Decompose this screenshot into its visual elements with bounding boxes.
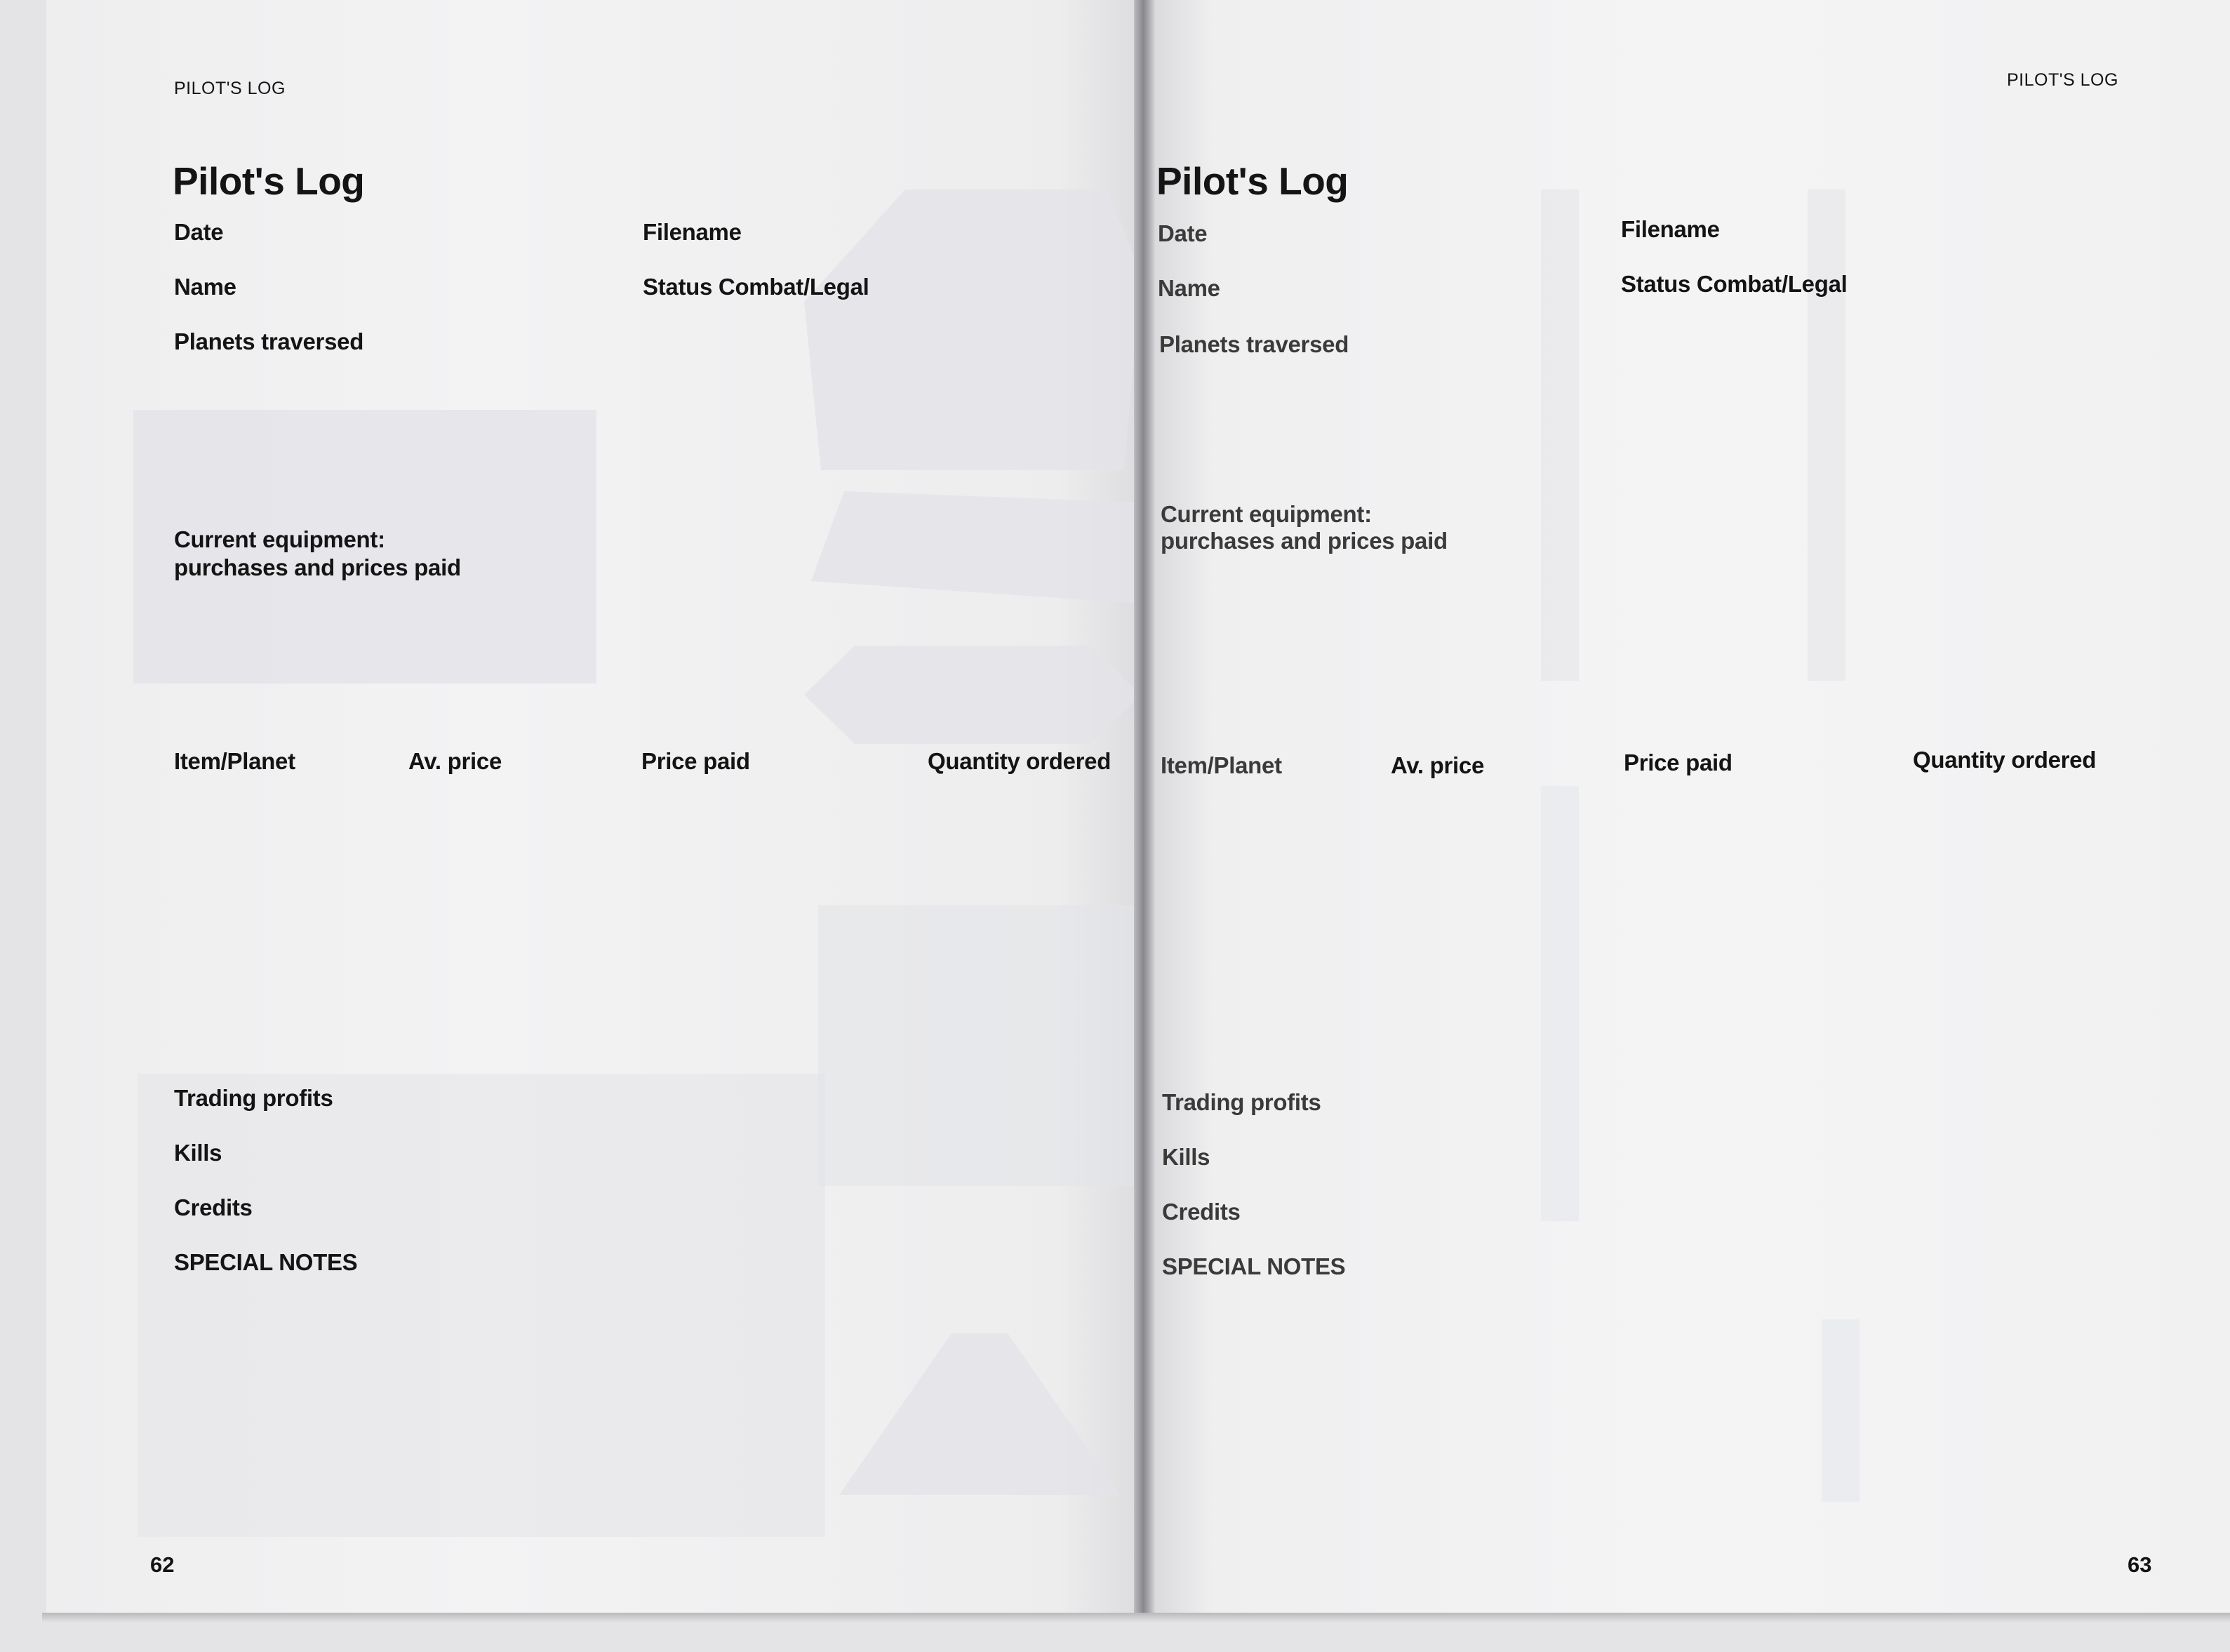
- kills-label: Kills: [174, 1140, 222, 1166]
- planets-label: Planets traversed: [174, 328, 364, 354]
- page-number: 62: [150, 1552, 175, 1577]
- page-number: 63: [2128, 1552, 2152, 1577]
- running-head: PILOT'S LOG: [2007, 70, 2118, 90]
- special-notes-label: SPECIAL NOTES: [1162, 1253, 1346, 1279]
- name-label: Name: [1158, 275, 1220, 301]
- filename-label: Filename: [1621, 216, 1720, 242]
- credits-label: Credits: [174, 1194, 253, 1220]
- page-title: Pilot's Log: [1156, 159, 1349, 203]
- show-through-key-column: [1808, 189, 1845, 681]
- planets-label: Planets traversed: [1159, 331, 1349, 357]
- show-through-key-column: [1541, 786, 1579, 1221]
- equipment-label-line2: purchases and prices paid: [174, 554, 461, 580]
- left-page: [46, 0, 1145, 1613]
- column-av-price: Av. price: [408, 748, 502, 774]
- show-through-photo: [138, 1074, 825, 1537]
- page-edge-shadow: [42, 1613, 2230, 1623]
- right-page: [1148, 0, 2230, 1613]
- column-av-price: Av. price: [1391, 752, 1485, 778]
- show-through-key-column: [1541, 189, 1579, 681]
- column-item-planet: Item/Planet: [1161, 752, 1282, 778]
- book-gutter: [1134, 0, 1155, 1614]
- show-through-ship-shape: [804, 646, 1141, 744]
- equipment-label: Current equipment:: [1161, 501, 1372, 527]
- equipment-label-line2: purchases and prices paid: [1161, 528, 1448, 554]
- date-label: Date: [1158, 220, 1208, 246]
- column-quantity-ordered: Quantity ordered: [1913, 747, 2097, 773]
- show-through-ship-shape: [804, 189, 1141, 470]
- show-through-ship-shape: [839, 1333, 1120, 1495]
- column-quantity-ordered: Quantity ordered: [928, 748, 1111, 774]
- running-head: PILOT'S LOG: [174, 79, 286, 98]
- credits-label: Credits: [1162, 1199, 1241, 1225]
- column-item-planet: Item/Planet: [174, 748, 295, 774]
- equipment-label: Current equipment:: [174, 526, 385, 552]
- date-label: Date: [174, 219, 224, 245]
- column-price-paid: Price paid: [641, 748, 750, 774]
- status-label: Status Combat/Legal: [1621, 271, 1848, 297]
- status-label: Status Combat/Legal: [643, 274, 869, 300]
- show-through-key-column: [1822, 1319, 1860, 1502]
- trading-profits-label: Trading profits: [174, 1085, 333, 1111]
- special-notes-label: SPECIAL NOTES: [174, 1249, 358, 1275]
- show-through-ship-shape: [811, 491, 1141, 604]
- page-title: Pilot's Log: [173, 159, 365, 203]
- show-through-ship-shape: [818, 905, 1141, 1186]
- filename-label: Filename: [643, 219, 742, 245]
- trading-profits-label: Trading profits: [1162, 1089, 1321, 1115]
- kills-label: Kills: [1162, 1144, 1210, 1170]
- column-price-paid: Price paid: [1624, 750, 1732, 775]
- name-label: Name: [174, 274, 236, 300]
